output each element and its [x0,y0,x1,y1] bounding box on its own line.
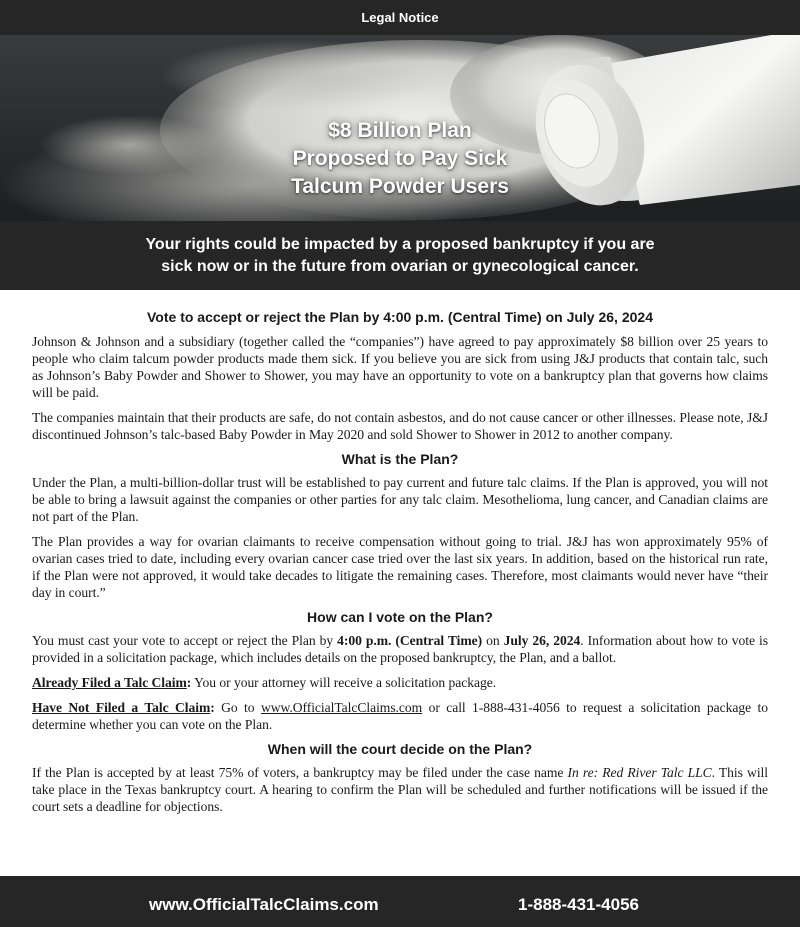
hero-title-line: Talcum Powder Users [291,175,509,198]
footer-website-link[interactable]: www.OfficialTalcClaims.com [149,895,379,914]
legal-notice-bar [0,0,800,35]
vote-date: July 26, 2024 [503,633,581,648]
claims-website-link[interactable]: www.OfficialTalcClaims.com [260,700,423,715]
not-filed-paragraph [32,699,768,733]
hero-title-line: Proposed to Pay Sick [292,147,508,170]
rights-banner-line: sick now or in the future from ovarian or gynecological cancer. [161,258,639,275]
court-decision-paragraph [32,764,768,815]
not-filed-text: Go to [214,700,261,715]
vote-text: on [482,633,504,648]
vote-text: . Information about how to vote is provided in a solicitation package, which includes details on the proposed bankruptcy, the Plan, and a ballot. [32,633,768,665]
case-name: In re: Red River Talc LLC [567,765,712,780]
already-filed-label: Already Filed a Talc Claim [32,675,187,690]
court-decision-heading: When will the court decide on the Plan? [267,741,533,757]
vote-time: 4:00 p.m. (Central Time) [337,633,483,648]
contact-footer [0,876,800,927]
vote-text: You must cast your vote to accept or reject the Plan by [32,633,338,648]
already-filed-text: You or your attorney will receive a solicitation package. [191,675,497,690]
label-colon: : [186,675,192,690]
what-is-plan-heading: What is the Plan? [341,451,459,467]
plan-compensation-paragraph: The Plan provides a way for ovarian claimants to receive compensation without going to trial. J&J has won approximately 95% of ovarian cases tried to date, including every ovarian cancer case tried over the last six years. In addition, based on the historical run rate, if the Plan were not approved, it would take decades to litigate the remaining cases. Therefore, most claimants would never have “their day in court.” [32,534,768,600]
notice-content [0,290,800,815]
legal-notice-label: Legal Notice [361,10,439,25]
hero-banner [0,35,800,221]
how-to-vote-heading: How can I vote on the Plan? [307,609,493,625]
hero-title-line: $8 Billion Plan [328,119,472,142]
intro-paragraph: Johnson & Johnson and a subsidiary (together called the “companies”) have agreed to pay approximately $8 billion over 25 years to people who claim talcum powder products made them sick. If you believe you are sick from using J&J products that contain talc, such as Johnson’s Baby Powder and Shower to Shower, you may have an opportunity to vote on a bankruptcy plan that governs how claims will be paid. [32,334,768,400]
rights-banner [0,221,800,290]
not-filed-text: or call 1-888-431-4056 to request a solicitation package to determine whether you can vote on the Plan. [32,700,768,732]
vote-deadline-heading: Vote to accept or reject the Plan by 4:00 p.m. (Central Time) on July 26, 2024 [147,309,653,325]
companies-paragraph: The companies maintain that their products are safe, do not contain asbestos, and do not cause cancer or other illnesses. Please note, J&J discontinued Johnson’s talc-based Baby Powder in May 2020 and sold Shower to Shower in 2012 to another company. [32,410,769,442]
court-text: If the Plan is accepted by at least 75% of voters, a bankruptcy may be filed under the case name [32,765,568,780]
plan-trust-paragraph: Under the Plan, a multi-billion-dollar trust will be established to pay current and future talc claims. If the Plan is approved, you will not be able to bring a lawsuit against the companies or other parties for any talc claim. Mesothelioma, lung cancer, and Canadian claims are not part of the Plan. [32,475,768,524]
label-colon: : [210,700,215,715]
rights-banner-line: Your rights could be impacted by a proposed bankruptcy if you are [145,236,655,253]
not-filed-label: Have Not Filed a Talc Claim [32,700,211,715]
footer-phone-number[interactable]: 1-888-431-4056 [518,895,639,914]
court-text: . This will take place in the Texas bankruptcy court. A hearing to confirm the Plan will be scheduled and further notifications will be issued if the court sets a deadline for objections. [32,765,768,814]
hero-title [0,117,800,201]
already-filed-paragraph [32,674,768,691]
vote-instructions-paragraph [32,632,768,666]
